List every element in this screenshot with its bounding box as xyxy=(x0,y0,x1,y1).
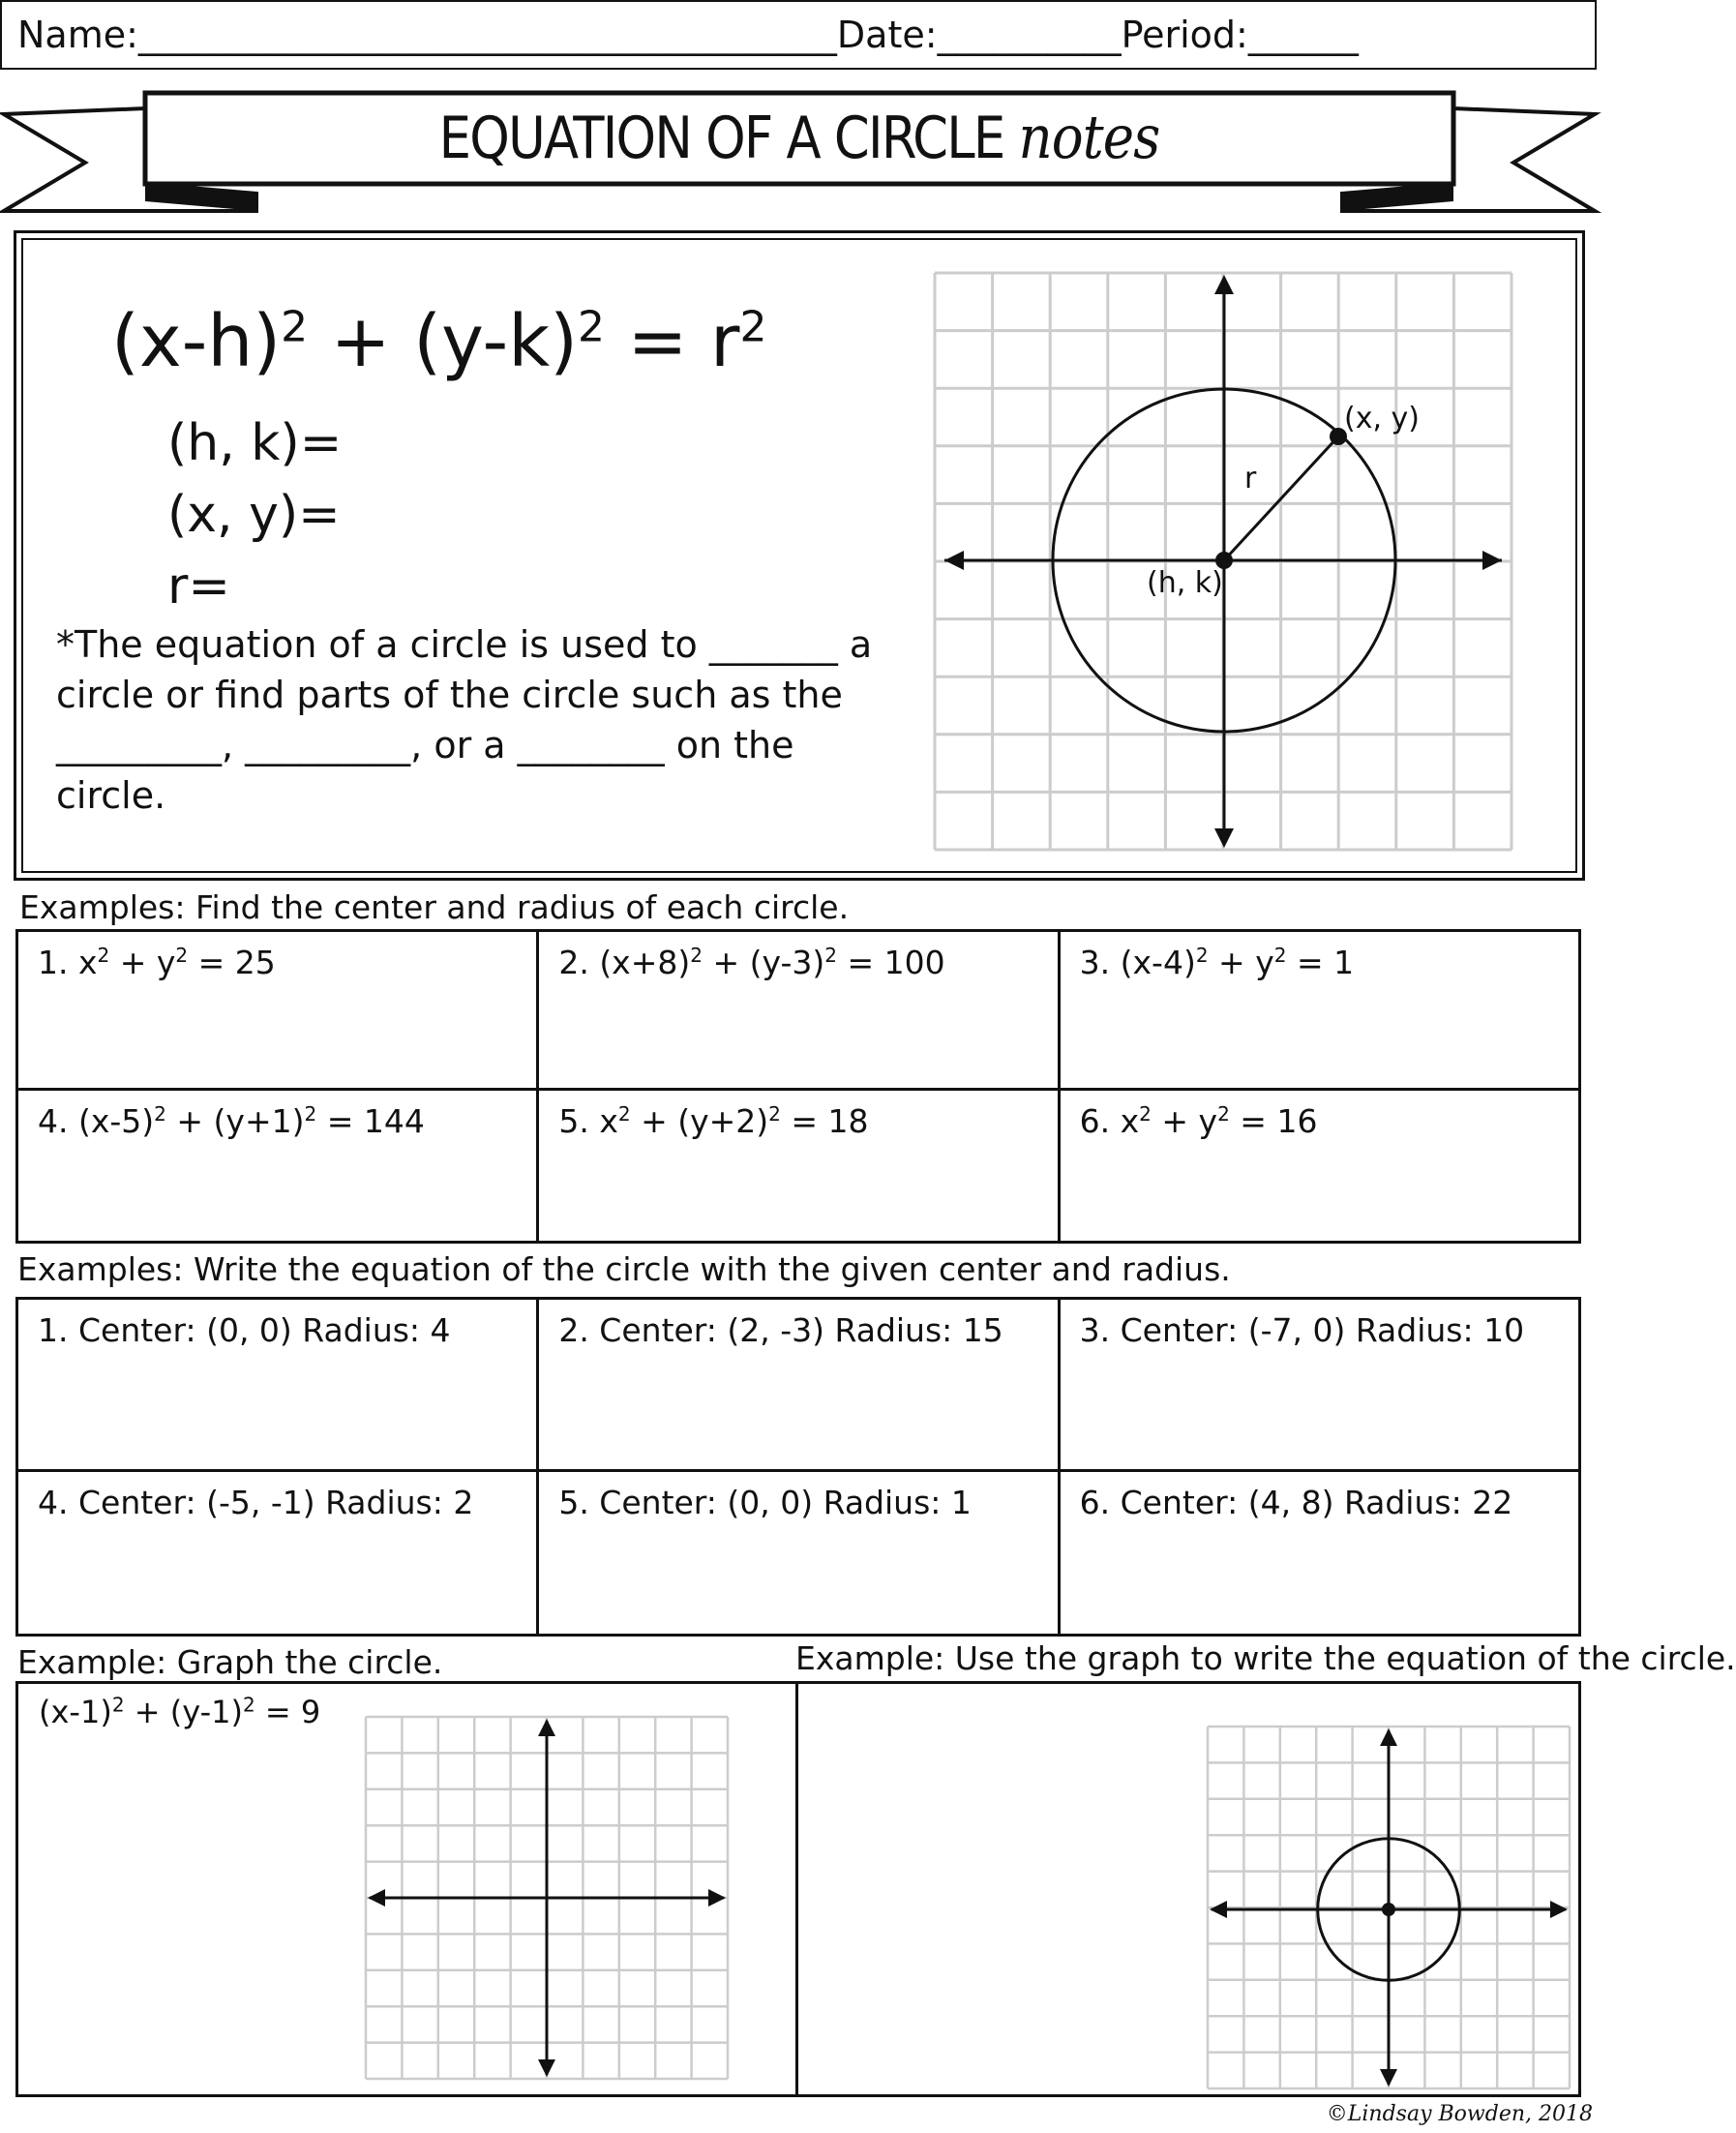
copyright: ©Lindsay Bowden, 2018 xyxy=(1326,2102,1593,2126)
write-eq-cell-2[interactable]: 2. Center: (2, -3) Radius: 15 xyxy=(538,1299,1059,1471)
center-label: (h, k) xyxy=(1147,566,1223,600)
center-radius-cell-2[interactable]: 2. $(x+8)^2 + (y-3)^2 = 100$ xyxy=(538,931,1059,1090)
period-label: Period: xyxy=(1121,14,1248,56)
graph-circle-center xyxy=(1382,1903,1395,1916)
center-radius-cell-4[interactable]: 4. $(x-5)^2 + (y+1)^2 = 144$ xyxy=(17,1090,538,1243)
date-label: Date: xyxy=(836,14,938,56)
write-eq-cell-4[interactable]: 4. Center: (-5, -1) Radius: 2 xyxy=(17,1471,538,1636)
circle-equation xyxy=(111,300,766,383)
write-eq-cell-1[interactable]: 1. Center: (0, 0) Radius: 4 xyxy=(17,1299,538,1471)
period-blank[interactable]: ______ xyxy=(1247,14,1359,56)
center-radius-cell-3[interactable]: 3. $(x-4)^2 + y^2 = 1$ xyxy=(1059,931,1579,1090)
write-eq-cell-5[interactable]: 5. Center: (0, 0) Radius: 1 xyxy=(538,1471,1059,1636)
write-eq-cell-3[interactable]: 3. Center: (-7, 0) Radius: 10 xyxy=(1059,1299,1579,1471)
eq-part-b: + (y-k) xyxy=(330,300,578,383)
name-blank[interactable]: ______________________________________ xyxy=(137,14,837,56)
eq-part-a: (x-h) xyxy=(111,300,282,383)
circle-graph xyxy=(1208,1727,1570,2088)
blank-graph-grid[interactable] xyxy=(366,1717,728,2079)
write-eq-cell-6[interactable]: 6. Center: (4, 8) Radius: 22 xyxy=(1059,1471,1579,1636)
eq-exp-b: 2 xyxy=(578,302,605,352)
title-main: EQUATION OF A CIRCLE xyxy=(438,105,1004,172)
center-def-label: (h, k)= xyxy=(167,414,343,472)
header-fields xyxy=(17,14,1359,56)
write-eq-table xyxy=(15,1297,1581,1637)
eq-exp-c: 2 xyxy=(739,302,767,352)
bottom-divider xyxy=(795,1681,798,2097)
write-eq-label: Examples: Write the equation of the circle with the given center and radius. xyxy=(17,1250,1231,1288)
purpose-statement: *The equation of a circle is used to _______ a circle or find parts of the circle such as the _________, _________, or a ________ on the circle. xyxy=(56,623,873,817)
radius-def-label: r= xyxy=(167,557,230,616)
radius-label: r xyxy=(1244,462,1257,496)
point-def-label: (x, y)= xyxy=(167,486,341,544)
notes-diagram xyxy=(935,273,1512,850)
graph-example-equation: $(x-1)^2 + (y-1)^2 = 9$ xyxy=(39,1693,321,1730)
eq-part-c: = r xyxy=(627,300,740,383)
center-radius-label: Examples: Find the center and radius of each circle. xyxy=(19,888,850,926)
point-label: (x, y) xyxy=(1344,402,1420,436)
page-title xyxy=(224,102,1375,181)
graph-example-label: Example: Graph the circle. xyxy=(17,1643,443,1681)
date-blank[interactable]: __________ xyxy=(937,14,1122,56)
center-radius-cell-1[interactable]: 1. $x^2 + y^2 = 25$ xyxy=(17,931,538,1090)
center-radius-cell-5[interactable]: 5. $x^2 + (y+2)^2 = 18$ xyxy=(538,1090,1059,1243)
title-script: notes xyxy=(1018,102,1160,172)
center-radius-table xyxy=(15,929,1581,1244)
center-radius-cell-6[interactable]: 6. $x^2 + y^2 = 16$ xyxy=(1059,1090,1579,1243)
name-label: Name: xyxy=(17,14,138,56)
eq-exp-a: 2 xyxy=(281,302,309,352)
use-graph-label: Example: Use the graph to write the equation of the circle. xyxy=(795,1639,1736,1677)
